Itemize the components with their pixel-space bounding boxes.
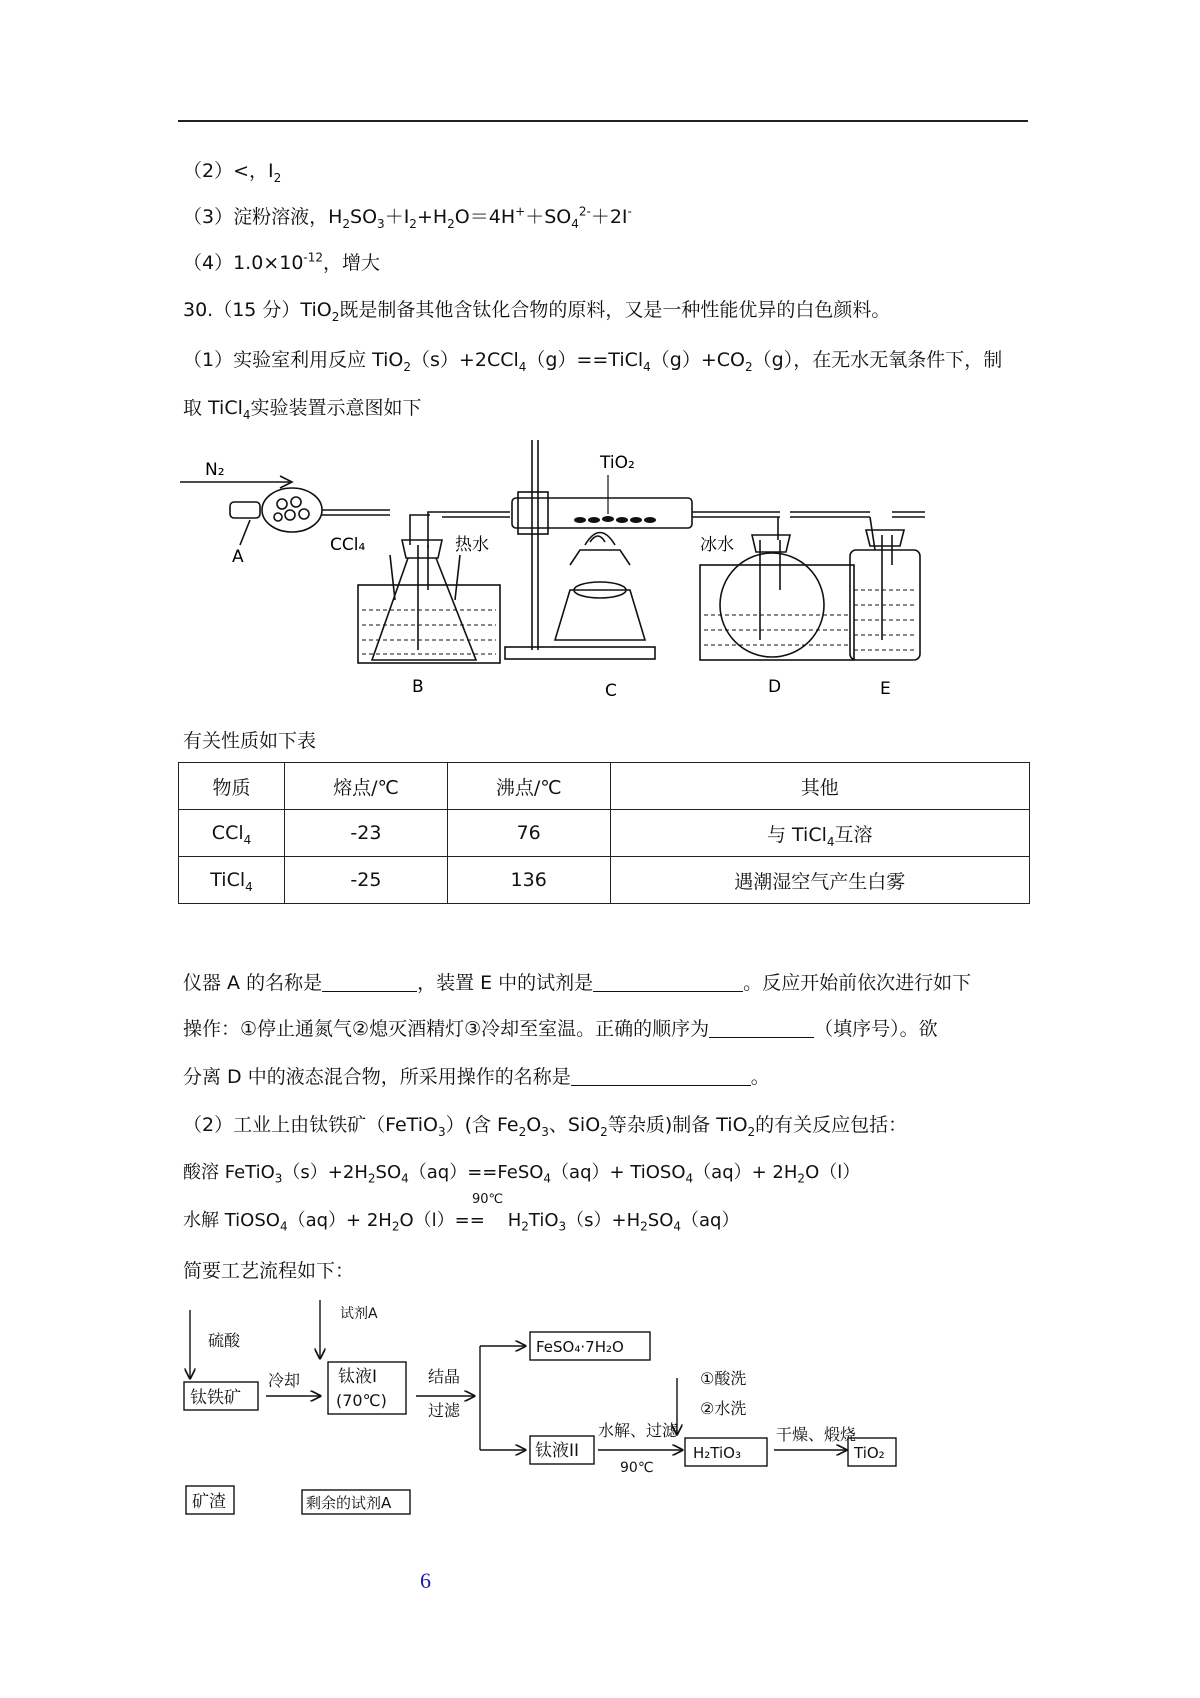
table-row (179, 857, 1030, 904)
e-label: E (880, 679, 891, 699)
table-cell: 遇潮湿空气产生白雾 (610, 857, 1029, 904)
table-cell: CCl$_4$ (179, 810, 285, 857)
part-1-line-2: 取 TiCl$_4$实验装置示意图如下 (183, 397, 422, 422)
b-label: B (412, 677, 424, 697)
a-label: A (232, 547, 244, 567)
reaction-acid-dissolve: 酸溶 $FeTiO_3(s)+2H_2SO_4(aq)==FeSO_4(aq)+$ TiOSO$_4$（aq）+ $2H_2O(l)$ (183, 1162, 861, 1186)
slag-box: 矿渣 (192, 1492, 226, 1512)
reaction-hydrolysis: 水解 TiOSO$_4$（aq）+ $2H_2O(l)==$ $H_2TiO_3(s)+H_2SO_4(aq)$ (183, 1210, 740, 1234)
answer-3: （3）淀粉溶液，$H_2SO_3+I_2+H_2O=4H^++SO_4^{2-}+2I^-$ (183, 204, 632, 231)
h2tio3-box: H₂TiO₃ (693, 1444, 741, 1462)
table-intro: 有关性质如下表 (183, 730, 317, 752)
table-header-row (179, 763, 1030, 810)
table-cell: 136 (447, 857, 610, 904)
hydrolysis-temp: 90℃ (472, 1192, 504, 1207)
part-1-line-1: （1）实验室利用反应 $TiO_2(s)+2CCl_4(g)==TiCl_4(g)+CO_2(g)$，在无水无氧条件下，制 (183, 349, 1003, 374)
properties-table (178, 762, 1030, 904)
ilmenite-box: 钛铁矿 (190, 1388, 241, 1408)
dry-calcine-label: 干燥、煅烧 (776, 1425, 857, 1444)
header-rule (178, 120, 1028, 122)
question-line-a: 仪器 A 的名称是 ，装置 E 中的试剂是 。反应开始前依次进行如下 (183, 972, 972, 994)
answer-blank[interactable] (322, 971, 417, 992)
d-label: D (768, 677, 782, 697)
apparatus-diagram (180, 440, 1030, 710)
hydrolysis-filter-label: 水解、过滤 (598, 1421, 679, 1440)
table-header: 沸点/℃ (447, 763, 610, 810)
c-label: C (605, 681, 617, 701)
table-cell: 76 (447, 810, 610, 857)
ccl4-label: CCl₄ (330, 535, 366, 555)
process-flow-diagram (180, 1300, 980, 1540)
question-line-c: 分离 D 中的液态混合物，所采用操作的名称是 。 (183, 1066, 770, 1088)
water-wash-label: ②水洗 (700, 1399, 747, 1418)
answer-blank[interactable] (593, 971, 743, 992)
answer-blank[interactable] (571, 1065, 751, 1086)
n2-label: N₂ (205, 460, 225, 480)
page-number: 6 (420, 1568, 431, 1593)
table-header: 物质 (179, 763, 285, 810)
hot-water-label: 热水 (455, 535, 489, 555)
tio2-box: TiO₂ (854, 1444, 885, 1462)
table-header: 熔点/℃ (285, 763, 448, 810)
acid-wash-label: ①酸洗 (700, 1369, 747, 1388)
table-header: 其他 (610, 763, 1029, 810)
table-cell: -25 (285, 857, 448, 904)
ice-water-label: 冰水 (700, 535, 734, 555)
ti-liquid-1-box: 钛液I (338, 1367, 378, 1387)
temp-90-label: 90℃ (620, 1460, 654, 1476)
question-line-b: 操作：①停止通氮气②熄灭酒精灯③冷却至室温。正确的顺序为 （填序号）。欲 (183, 1018, 938, 1040)
flow-intro: 简要工艺流程如下： (183, 1260, 355, 1282)
crystallize-label: 结晶 (428, 1367, 461, 1386)
reagent-a-label: 试剂A (340, 1306, 378, 1322)
remaining-reagent-box: 剩余的试剂A (306, 1494, 392, 1512)
table-row (179, 810, 1030, 857)
answer-4: $(4)1.0\times 10^{-12}$，增大 (183, 250, 381, 274)
part-2-intro: （2）工业上由钛铁矿（FeTiO$_3$）(含 $Fe_2O_3$、SiO$_2$等杂质)制备 TiO$_2$的有关反应包括： (183, 1114, 908, 1139)
answer-2: （2）<，$I_2$ (183, 160, 282, 185)
question-30-title: 30.（15 分）TiO$_2$既是制备其他含钛化合物的原料，又是一种性能优异的白色颜料。 (183, 299, 891, 324)
filter-label: 过滤 (428, 1401, 461, 1420)
temp-70-label: (70℃) (336, 1391, 387, 1410)
table-cell: 与 TiCl$_4$互溶 (610, 810, 1029, 857)
table-cell: TiCl$_4$ (179, 857, 285, 904)
ti-liquid-2-box: 钛液II (535, 1441, 580, 1461)
sulfuric-acid-label: 硫酸 (208, 1331, 241, 1350)
feso4-box: FeSO₄·7H₂O (536, 1338, 624, 1356)
cool-label: 冷却 (268, 1371, 301, 1390)
table-cell: -23 (285, 810, 448, 857)
answer-blank[interactable] (709, 1017, 814, 1038)
tio2-label: TiO₂ (600, 453, 635, 473)
